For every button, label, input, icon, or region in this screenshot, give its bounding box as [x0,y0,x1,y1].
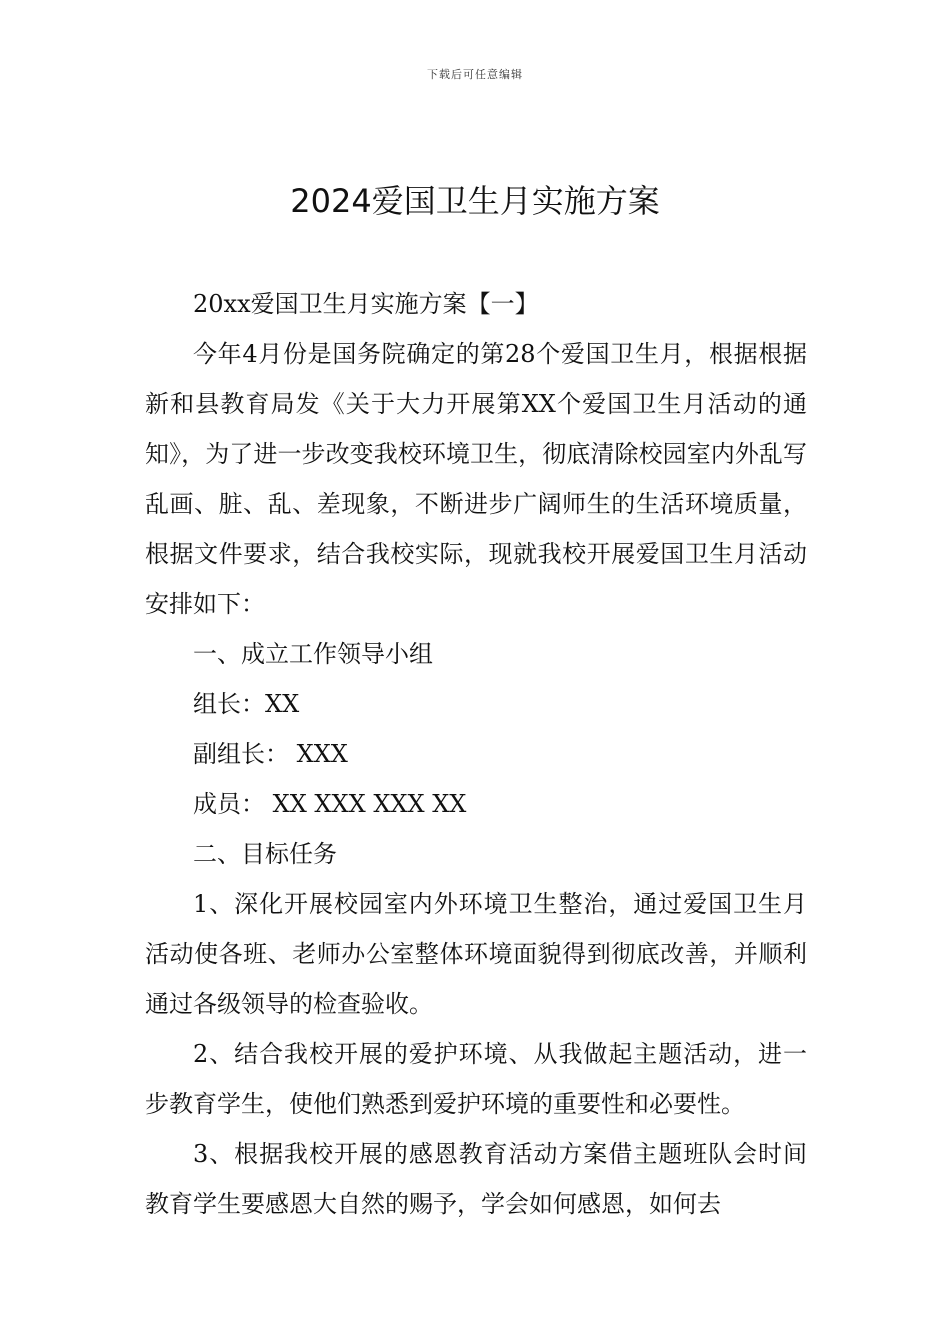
group-leader-line: 组长：XX [193,690,300,718]
paragraph-intro: 今年4月份是国务院确定的第28个爱国卫生月，根据根据新和县教育局发《关于大力开展第XX个爱国卫生月活动的通知》，为了进一步改变我校环境卫生，彻底清除校园室内外乱写乱画、脏、乱、差现象，不断进步广阔师生的生活环境质量，根据文件要求，结合我校实际，现就我校开展爱国卫生月活动安排如下： [145,340,807,618]
document-title: 2024爱国卫生月实施方案 [290,182,660,220]
task-item: 1、深化开展校园室内外环境卫生整治，通过爱国卫生月活动使各班、老师办公室整体环境面貌得到彻底改善，并顺利通过各级领导的检查验收。 [145,890,807,1018]
task-item: 2、结合我校开展的爱护环境、从我做起主题活动，进一步教育学生，使他们熟悉到爱护环境的重要性和必要性。 [145,1040,807,1118]
section-heading: 一、成立工作领导小组 [193,640,433,668]
deputy-leader-line: 副组长： XXX [193,740,348,768]
document-body [145,279,807,1229]
section-heading: 二、目标任务 [193,840,337,868]
members-line: 成员： XX XXX XXX XX [193,790,467,818]
task-item: 3、根据我校开展的感恩教育活动方案借主题班队会时间教育学生要感恩大自然的赐予，学会如何感恩，如何去 [145,1140,807,1218]
section-heading: 20xx爱国卫生月实施方案【一】 [193,290,539,318]
header-note: 下载后可任意编辑 [427,68,523,81]
